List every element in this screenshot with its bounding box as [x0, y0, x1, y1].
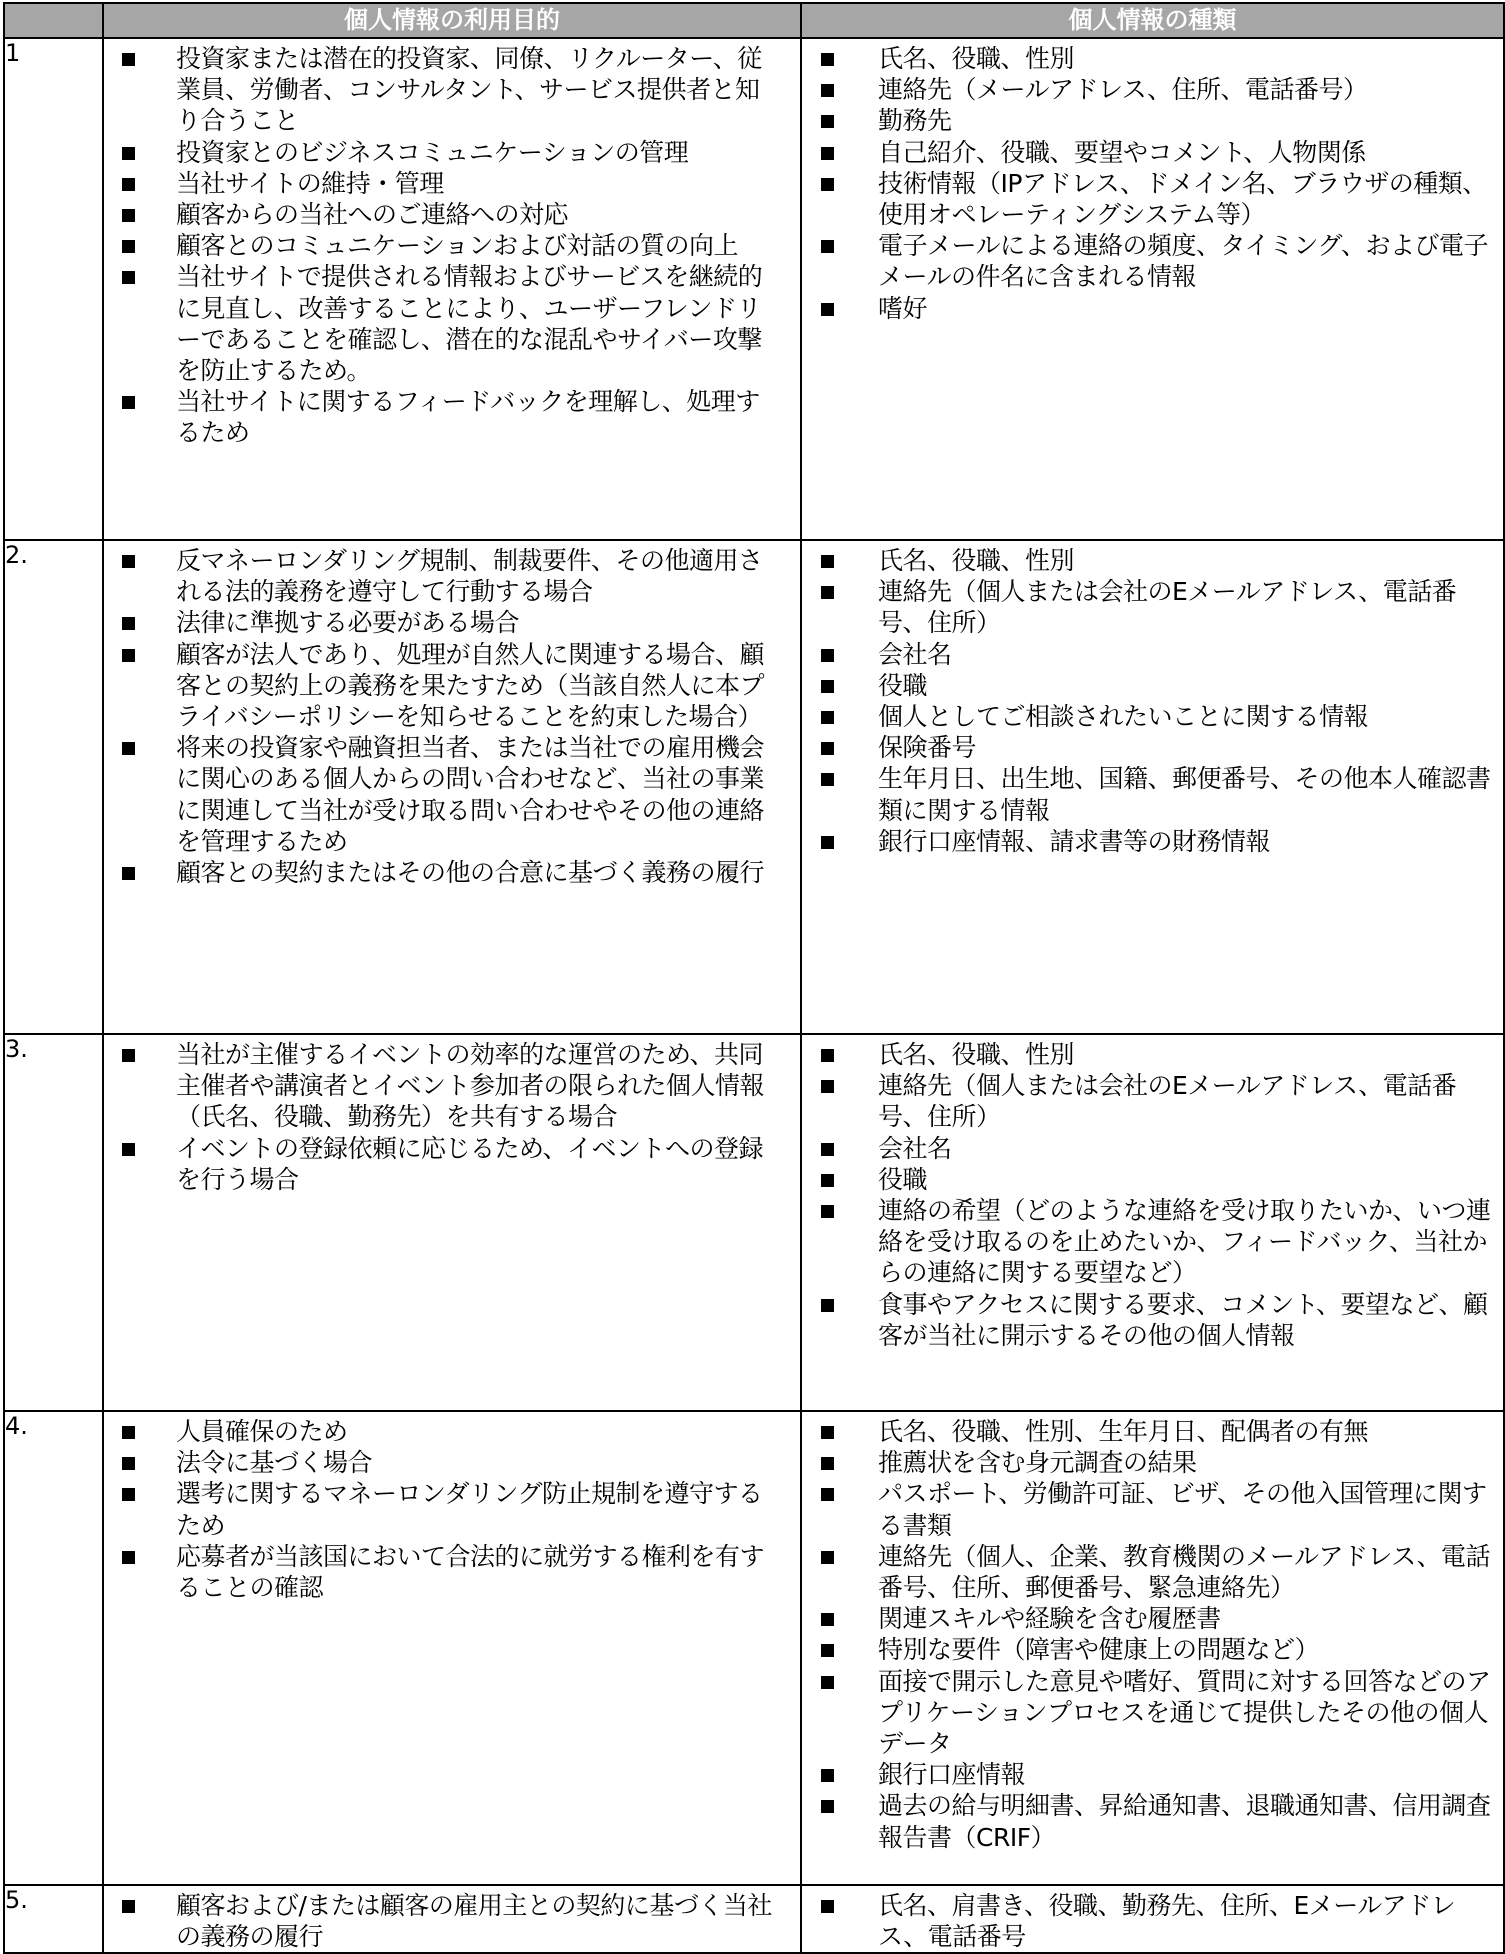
- purpose-item-text: 顧客および/または顧客の雇用主との契約に基づく当社の義務の履行: [176, 1891, 772, 1952]
- square-bullet-icon: [821, 1205, 834, 1218]
- square-bullet-icon: [122, 147, 135, 160]
- square-bullet-icon: [122, 1457, 135, 1470]
- types-cell: [801, 1885, 1504, 1953]
- row-number: 5.: [4, 1885, 103, 1953]
- type-item-text: 役職: [878, 670, 928, 700]
- square-bullet-icon: [122, 178, 135, 191]
- type-item: [802, 701, 1499, 732]
- square-bullet-icon: [821, 1457, 834, 1470]
- square-bullet-icon: [821, 1080, 834, 1093]
- types-list: [802, 1035, 1503, 1351]
- purpose-item-text: 当社サイトに関するフィードバックを理解し、処理するため: [176, 387, 760, 448]
- square-bullet-icon: [821, 1769, 834, 1782]
- personal-data-table: [3, 2, 1505, 1954]
- type-item: [802, 105, 1499, 136]
- type-item: [802, 43, 1499, 74]
- type-item-text: 連絡先（個人、企業、教育機関のメールアドレス、電話番号、住所、郵便番号、緊急連絡先）: [878, 1541, 1491, 1603]
- square-bullet-icon: [122, 1900, 135, 1913]
- type-item-text: 勤務先: [878, 106, 952, 136]
- type-item-text: 役職: [878, 1164, 928, 1194]
- type-item-text: 電子メールによる連絡の頻度、タイミング、および電子メールの件名に含まれる情報: [878, 231, 1489, 292]
- square-bullet-icon: [122, 240, 135, 253]
- purpose-item: [104, 857, 796, 888]
- purpose-item: [104, 199, 796, 230]
- square-bullet-icon: [821, 53, 834, 66]
- purpose-item: [104, 386, 796, 448]
- table-row: [4, 1411, 1504, 1885]
- type-item-text: 連絡先（個人または会社のEメールアドレス、電話番号、住所）: [878, 577, 1457, 638]
- square-bullet-icon: [821, 1174, 834, 1187]
- purpose-item-text: 法律に準拠する必要がある場合: [176, 608, 520, 638]
- square-bullet-icon: [122, 1049, 135, 1062]
- types-cell: [801, 1034, 1504, 1411]
- type-item-text: 氏名、肩書き、役職、勤務先、住所、Eメールアドレス、電話番号: [878, 1891, 1456, 1952]
- purpose-list: [104, 39, 800, 449]
- purpose-item: [104, 1541, 796, 1603]
- purpose-item-text: 選考に関するマネーロンダリング防止規制を遵守するため: [176, 1479, 763, 1540]
- purpose-item-text: 顧客とのコミュニケーションおよび対話の質の向上: [176, 231, 739, 261]
- square-bullet-icon: [821, 240, 834, 253]
- purpose-item: [104, 137, 796, 168]
- type-item: [802, 230, 1499, 292]
- types-list: [802, 1412, 1503, 1853]
- type-item: [802, 1133, 1499, 1164]
- purpose-item: [104, 732, 796, 857]
- type-item-text: 氏名、役職、性別: [878, 44, 1075, 73]
- type-item-text: 連絡の希望（どのような連絡を受け取りたいか、いつ連絡を受け取るのを止めたいか、フィードバック、当社からの連絡に関する要望など）: [878, 1196, 1491, 1288]
- square-bullet-icon: [821, 1049, 834, 1062]
- table-row: [4, 1034, 1504, 1411]
- table-header-row: [4, 3, 1504, 38]
- type-item-text: 個人としてご相談されたいことに関する情報: [878, 702, 1369, 732]
- type-item-text: 氏名、役職、性別、生年月日、配偶者の有無: [878, 1417, 1369, 1446]
- purpose-cell: [103, 1411, 801, 1885]
- type-item: [802, 670, 1499, 701]
- type-item-text: 銀行口座情報、請求書等の財務情報: [878, 826, 1271, 856]
- type-item: [802, 74, 1499, 105]
- purpose-list: [104, 1412, 800, 1603]
- purpose-list: [104, 541, 800, 888]
- purpose-cell: [103, 38, 801, 540]
- type-item-text: 生年月日、出生地、国籍、郵便番号、その他本人確認書類に関する情報: [878, 764, 1491, 825]
- square-bullet-icon: [122, 1426, 135, 1439]
- square-bullet-icon: [122, 1143, 135, 1156]
- type-item-text: 食事やアクセスに関する要求、コメント、要望など、顧客が当社に開示するその他の個人情報: [878, 1289, 1488, 1350]
- type-item: [802, 1478, 1499, 1540]
- square-bullet-icon: [821, 147, 834, 160]
- square-bullet-icon: [821, 742, 834, 755]
- type-item-text: 過去の給与明細書、昇給通知書、退職通知書、信用調査報告書（CRIF）: [878, 1791, 1491, 1852]
- square-bullet-icon: [821, 1800, 834, 1813]
- type-item: [802, 293, 1499, 324]
- purpose-item-text: 投資家または潜在的投資家、同僚、リクルーター、従業員、労働者、コンサルタント、サービス提供者と知り合うこと: [176, 44, 762, 136]
- header-purpose: 個人情報の利用目的: [103, 3, 801, 38]
- square-bullet-icon: [122, 53, 135, 66]
- purpose-item-text: 顧客からの当社へのご連絡への対応: [176, 200, 569, 230]
- square-bullet-icon: [821, 711, 834, 724]
- purpose-item: [104, 1478, 796, 1540]
- purpose-item: [104, 1890, 796, 1952]
- square-bullet-icon: [821, 178, 834, 191]
- type-item-text: 連絡先（メールアドレス、住所、電話番号）: [878, 75, 1368, 105]
- types-cell: [801, 1411, 1504, 1885]
- purpose-item: [104, 545, 796, 607]
- square-bullet-icon: [821, 1551, 834, 1564]
- type-item-text: 氏名、役職、性別: [878, 1040, 1075, 1069]
- square-bullet-icon: [122, 271, 135, 284]
- type-item: [802, 1759, 1499, 1790]
- square-bullet-icon: [821, 773, 834, 786]
- types-cell: [801, 38, 1504, 540]
- purpose-item-text: 応募者が当該国において合法的に就労する権利を有することの確認: [176, 1541, 765, 1603]
- square-bullet-icon: [821, 1488, 834, 1501]
- type-item-text: 会社名: [878, 639, 952, 669]
- square-bullet-icon: [821, 555, 834, 568]
- purpose-item-text: 当社サイトで提供される情報およびサービスを継続的に見直し、改善することにより、ユーザーフレンドリーであることを確認し、潜在的な混乱やサイバー攻撃を防止するため。: [176, 262, 763, 386]
- purpose-list: [104, 1035, 800, 1195]
- type-item: [802, 826, 1499, 857]
- type-item: [802, 137, 1499, 168]
- square-bullet-icon: [821, 1143, 834, 1156]
- type-item: [802, 1289, 1499, 1351]
- purpose-item: [104, 43, 796, 137]
- purpose-item: [104, 639, 796, 733]
- square-bullet-icon: [821, 649, 834, 662]
- header-number: [4, 3, 103, 38]
- type-item: [802, 1890, 1499, 1952]
- type-item-text: 推薦状を含む身元調査の結果: [878, 1448, 1197, 1478]
- purpose-item: [104, 1039, 796, 1133]
- type-item-text: 会社名: [878, 1133, 952, 1163]
- square-bullet-icon: [821, 680, 834, 693]
- types-list: [802, 1886, 1503, 1952]
- type-item: [802, 1603, 1499, 1634]
- square-bullet-icon: [122, 209, 135, 222]
- row-number: 4.: [4, 1411, 103, 1885]
- type-item-text: 技術情報（IPアドレス、ドメイン名、ブラウザの種類、使用オペレーティングシステム等）: [878, 168, 1487, 230]
- purpose-item-text: 当社サイトの維持・管理: [176, 168, 444, 198]
- type-item: [802, 545, 1499, 576]
- table-row: [4, 38, 1504, 540]
- purpose-item: [104, 1133, 796, 1195]
- type-item: [802, 1790, 1499, 1852]
- type-item: [802, 1164, 1499, 1195]
- type-item: [802, 1195, 1499, 1289]
- type-item: [802, 732, 1499, 763]
- type-item-text: 面接で開示した意見や嗜好、質問に対する回答などのアプリケーションプロセスを通じて提供したその他の個人データ: [878, 1666, 1491, 1759]
- type-item: [802, 763, 1499, 825]
- square-bullet-icon: [122, 396, 135, 409]
- type-item-text: 連絡先（個人または会社のEメールアドレス、電話番号、住所）: [878, 1071, 1457, 1132]
- purpose-item-text: 反マネーロンダリング規制、制裁要件、その他適用される法的義務を遵守して行動する場合: [176, 546, 763, 607]
- purpose-cell: [103, 1034, 801, 1411]
- row-number: 1: [4, 38, 103, 540]
- type-item-text: 特別な要件（障害や健康上の問題など）: [878, 1635, 1320, 1665]
- table-row: [4, 1885, 1504, 1953]
- purpose-list: [104, 1886, 800, 1952]
- square-bullet-icon: [122, 1488, 135, 1501]
- square-bullet-icon: [821, 84, 834, 97]
- purpose-item: [104, 1416, 796, 1447]
- purpose-item-text: 投資家とのビジネスコミュニケーションの管理: [176, 137, 689, 167]
- purpose-cell: [103, 1885, 801, 1953]
- type-item: [802, 1634, 1499, 1665]
- square-bullet-icon: [821, 1426, 834, 1439]
- square-bullet-icon: [122, 649, 135, 662]
- square-bullet-icon: [122, 617, 135, 630]
- purpose-item-text: 人員確保のため: [176, 1417, 348, 1446]
- purpose-item-text: イベントの登録依頼に応じるため、イベントへの登録を行う場合: [176, 1133, 764, 1194]
- type-item-text: パスポート、労働許可証、ビザ、その他入国管理に関する書類: [878, 1479, 1487, 1540]
- row-number: 2.: [4, 540, 103, 1034]
- square-bullet-icon: [821, 1644, 834, 1657]
- type-item: [802, 168, 1499, 230]
- type-item: [802, 1070, 1499, 1132]
- purpose-item: [104, 607, 796, 638]
- types-list: [802, 541, 1503, 857]
- type-item: [802, 1666, 1499, 1760]
- square-bullet-icon: [821, 836, 834, 849]
- purpose-item: [104, 1447, 796, 1478]
- square-bullet-icon: [821, 1900, 834, 1913]
- purpose-item-text: 顧客が法人であり、処理が自然人に関連する場合、顧客との契約上の義務を果たすため（当該自然人に本プライバシーポリシーを知らせることを約束した場合）: [176, 639, 765, 732]
- purpose-item-text: 法令に基づく場合: [176, 1448, 373, 1478]
- square-bullet-icon: [821, 1676, 834, 1689]
- type-item-text: 自己紹介、役職、要望やコメント、人物関係: [878, 137, 1366, 167]
- square-bullet-icon: [122, 867, 135, 880]
- type-item-text: 関連スキルや経験を含む履歴書: [878, 1604, 1221, 1634]
- type-item: [802, 576, 1499, 638]
- type-item: [802, 1541, 1499, 1603]
- purpose-item-text: 当社が主催するイベントの効率的な運営のため、共同主催者や講演者とイベント参加者の限られた個人情報（氏名、役職、勤務先）を共有する場合: [176, 1040, 765, 1132]
- type-item: [802, 1416, 1499, 1447]
- table-row: [4, 540, 1504, 1034]
- square-bullet-icon: [821, 303, 834, 316]
- square-bullet-icon: [122, 555, 135, 568]
- purpose-item-text: 将来の投資家や融資担当者、または当社での雇用機会に関心のある個人からの問い合わせなど、当社の事業に関連して当社が受け取る問い合わせやその他の連絡を管理するため: [176, 733, 765, 856]
- type-item-text: 銀行口座情報: [878, 1760, 1026, 1790]
- type-item-text: 保険番号: [878, 733, 977, 763]
- purpose-item: [104, 230, 796, 261]
- square-bullet-icon: [122, 742, 135, 755]
- purpose-item: [104, 168, 796, 199]
- types-list: [802, 39, 1503, 324]
- type-item: [802, 1039, 1499, 1070]
- types-cell: [801, 540, 1504, 1034]
- type-item-text: 氏名、役職、性別: [878, 546, 1075, 575]
- purpose-item: [104, 261, 796, 386]
- square-bullet-icon: [821, 586, 834, 599]
- square-bullet-icon: [821, 1613, 834, 1626]
- type-item: [802, 639, 1499, 670]
- purpose-item-text: 顧客との契約またはその他の合意に基づく義務の履行: [176, 858, 765, 888]
- row-number: 3.: [4, 1034, 103, 1411]
- square-bullet-icon: [122, 1551, 135, 1564]
- purpose-cell: [103, 540, 801, 1034]
- type-item-text: 嗜好: [878, 293, 928, 323]
- type-item: [802, 1447, 1499, 1478]
- square-bullet-icon: [821, 1299, 834, 1312]
- header-types: 個人情報の種類: [801, 3, 1504, 38]
- square-bullet-icon: [821, 115, 834, 128]
